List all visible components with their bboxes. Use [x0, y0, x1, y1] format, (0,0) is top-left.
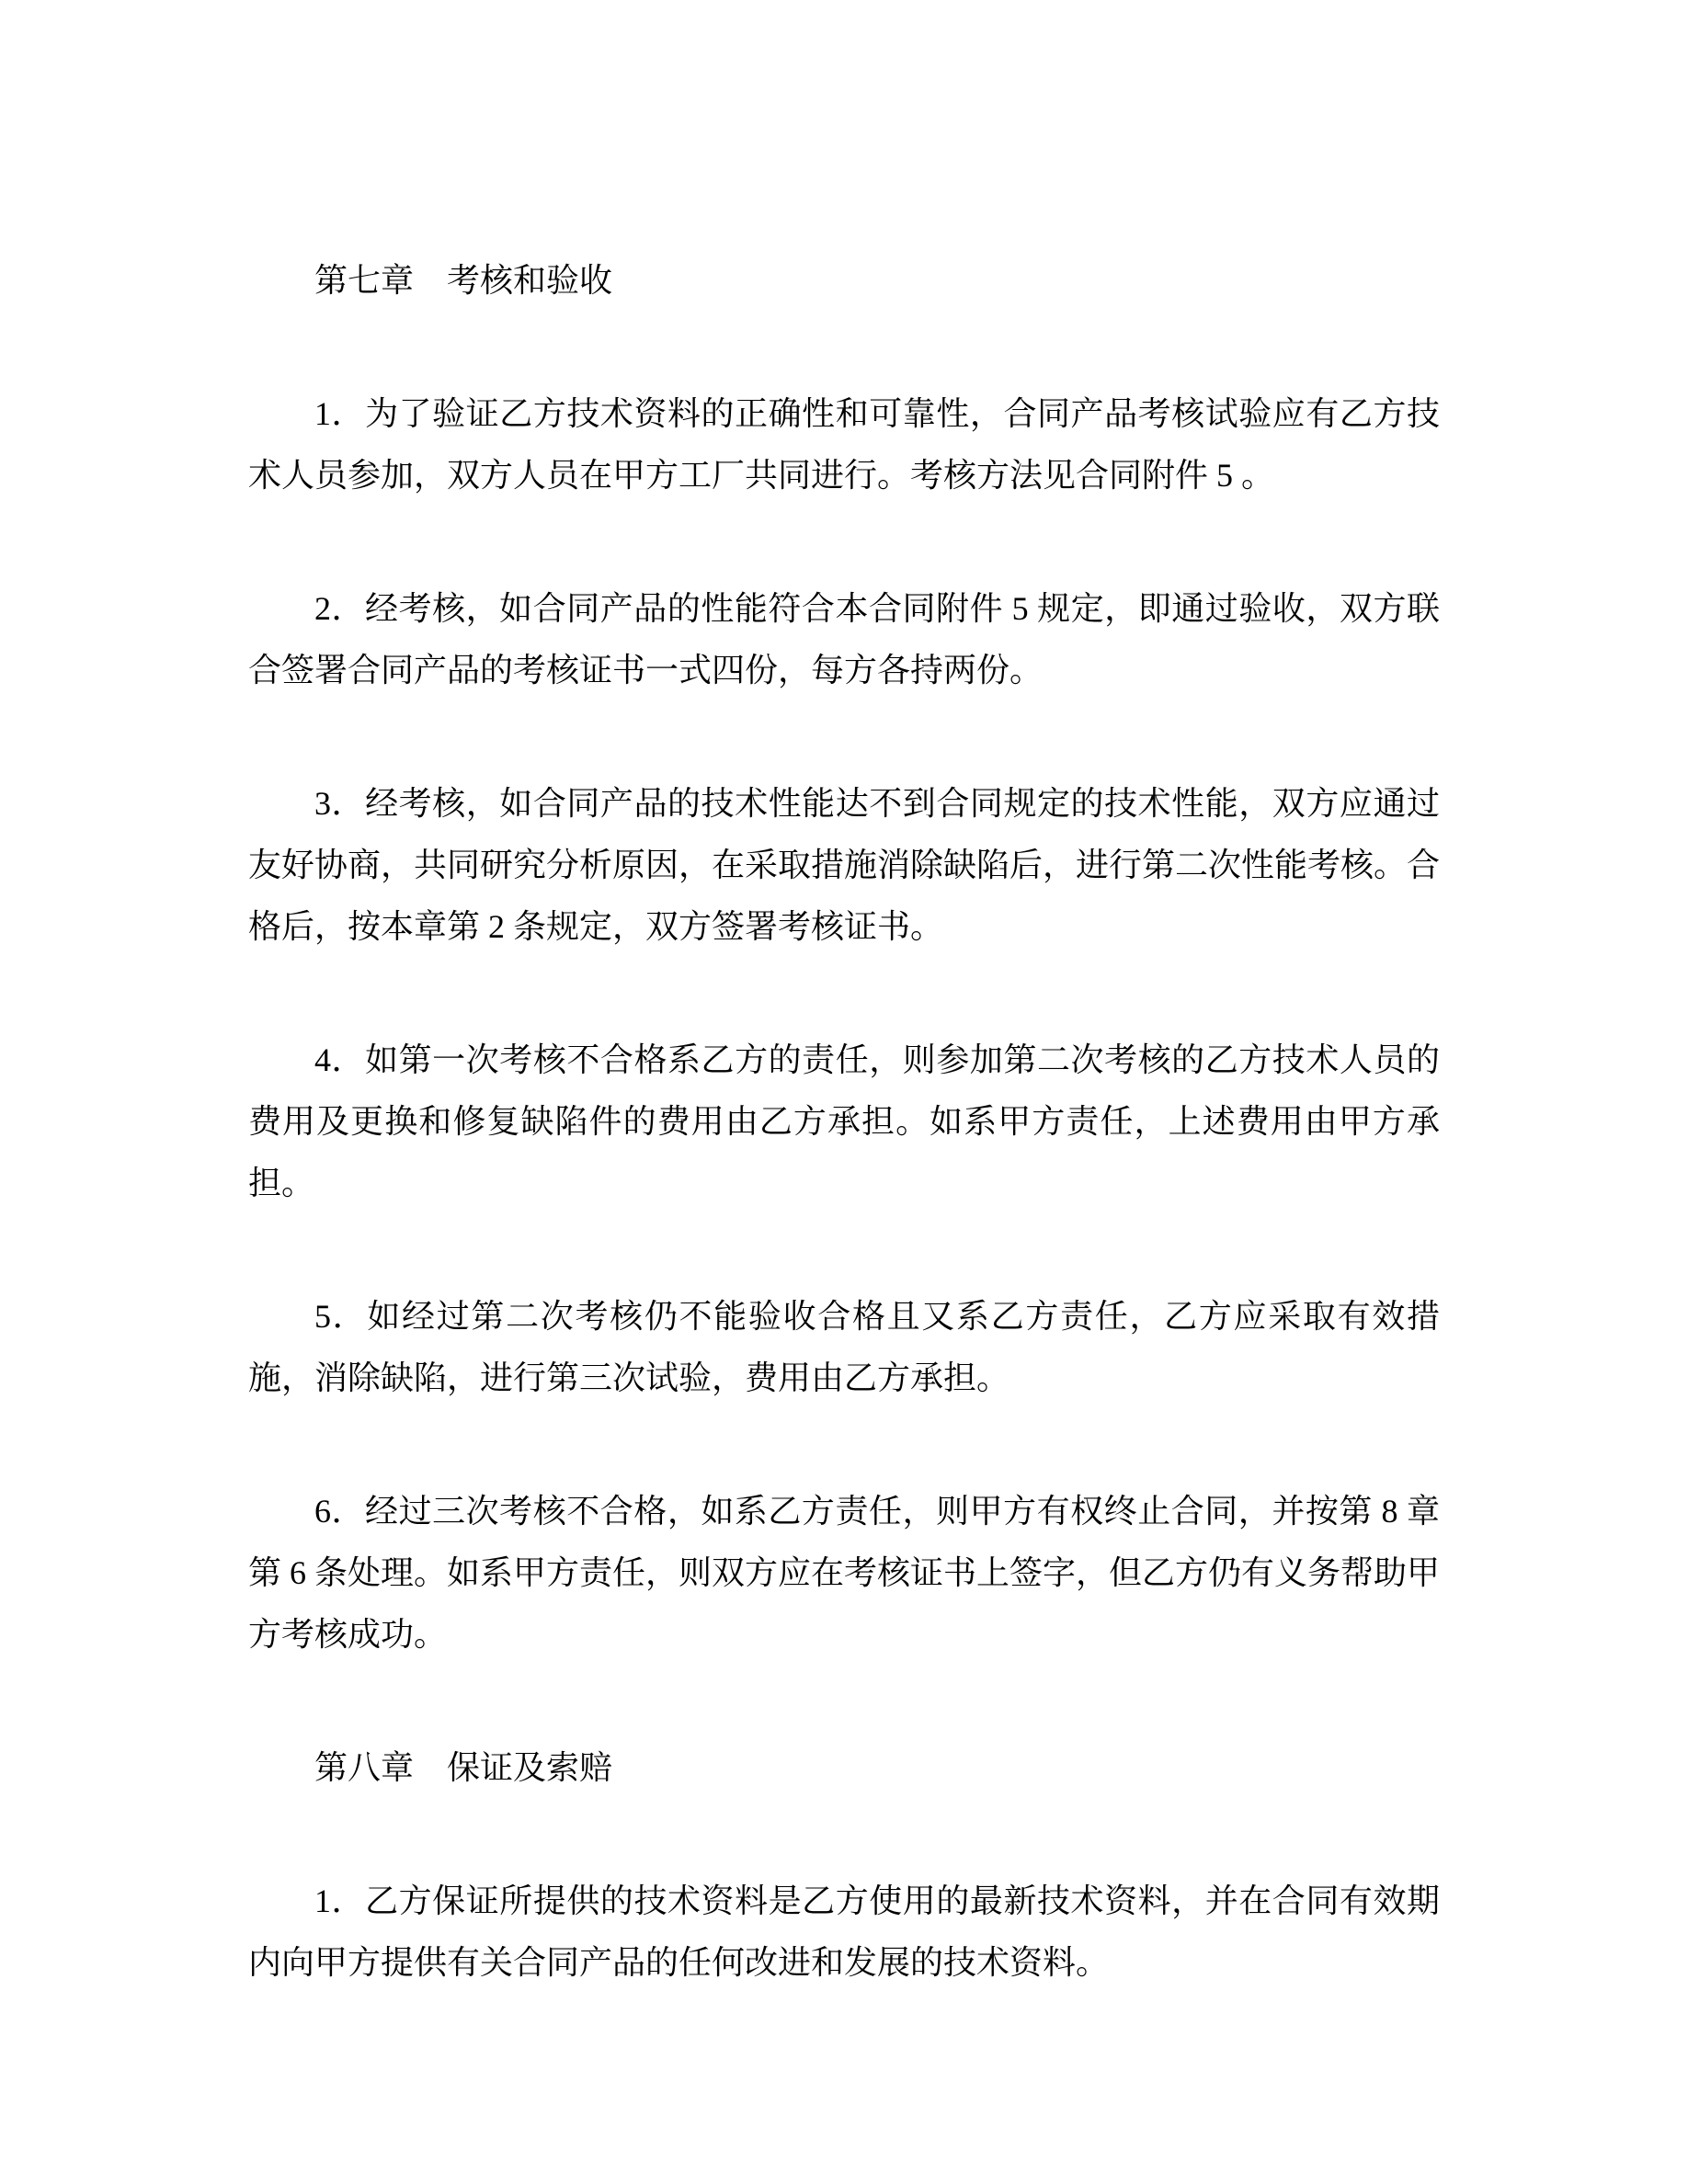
chapter-7-clause-5: 5．如经过第二次考核仍不能验收合格且又系乙方责任，乙方应采取有效措施，消除缺陷，进行第三次试验，费用由乙方承担。 — [248, 1298, 1440, 1396]
chapter-8-clause-1: 1．乙方保证所提供的技术资料是乙方使用的最新技术资料，并在合同有效期内向甲方提供有关合同产品的任何改进和发展的技术资料。 — [248, 1883, 1440, 1981]
chapter-7-clause-6: 6．经过三次考核不合格，如系乙方责任，则甲方有权终止合同，并按第 8 章第 6 条处理。如系甲方责任，则双方应在考核证书上签字，但乙方仍有义务帮助甲方考核成功。 — [248, 1493, 1441, 1653]
chapter-7-clause-4: 4．如第一次考核不合格系乙方的责任，则参加第二次考核的乙方技术人员的费用及更换和修复缺陷件的费用由乙方承担。如系甲方责任，上述费用由甲方承担。 — [248, 1041, 1440, 1201]
chapter-7-clause-2: 2．经考核，如合同产品的性能符合本合同附件 5 规定，即通过验收，双方联合签署合同产品的考核证书一式四份，每方各持两份。 — [248, 590, 1440, 688]
chapter-7-clause-1: 1．为了验证乙方技术资料的正确性和可靠性，合同产品考核试验应有乙方技术人员参加，双方人员在甲方工厂共同进行。考核方法见合同附件 5 。 — [248, 395, 1440, 494]
chapter-7-clause-3: 3．经考核，如合同产品的技术性能达不到合同规定的技术性能，双方应通过友好协商，共同研究分析原因，在采取措施消除缺陷后，进行第二次性能考核。合格后，按本章第 2 条规定，双方签署考核证书。 — [248, 785, 1441, 945]
chapter-8-heading: 第八章 保证及索赔 — [314, 1749, 613, 1786]
chapter-7-heading: 第七章 考核和验收 — [314, 262, 613, 299]
